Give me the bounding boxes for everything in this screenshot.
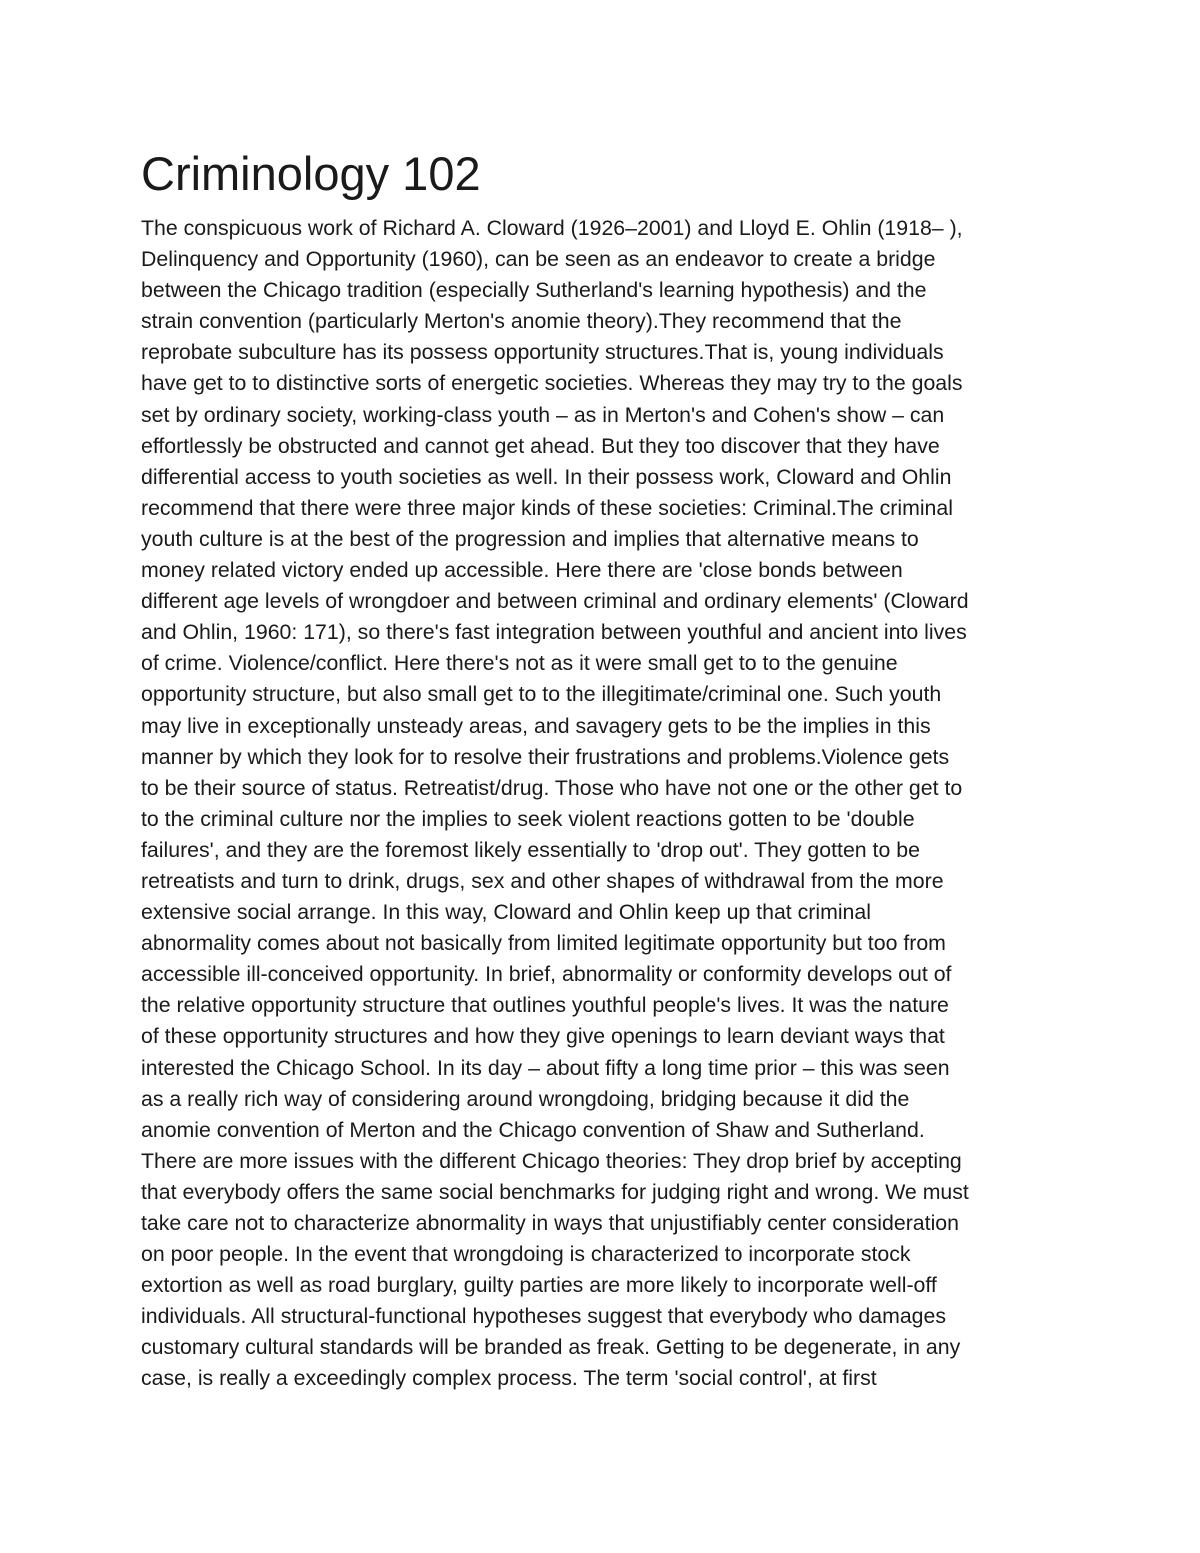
body-line: failures', and they are the foremost likely essentially to 'drop out'. They gotten to be bbox=[141, 837, 920, 862]
body-line: as a really rich way of considering around wrongdoing, bridging because it did the bbox=[141, 1086, 910, 1111]
body-line: the relative opportunity structure that outlines youthful people's lives. It was the nature bbox=[141, 993, 949, 1018]
body-line: between the Chicago tradition (especially Sutherland's learning hypothesis) and the bbox=[141, 278, 927, 303]
body-line: reprobate subculture has its possess opportunity structures.That is, young individuals bbox=[141, 340, 944, 365]
body-line: strain convention (particularly Merton's anomie theory).They recommend that the bbox=[141, 309, 902, 334]
body-line: youth culture is at the best of the progression and implies that alternative means to bbox=[141, 526, 919, 551]
body-line: to be their source of status. Retreatist/drug. Those who have not one or the other get to bbox=[141, 775, 963, 800]
body-line: have get to to distinctive sorts of energetic societies. Whereas they may try to the goals bbox=[141, 371, 963, 396]
body-line: of crime. Violence/conflict. Here there's not as it were small get to to the genuine bbox=[141, 651, 898, 676]
document-title: Criminology 102 bbox=[141, 147, 481, 200]
body-line: Delinquency and Opportunity (1960), can be seen as an endeavor to create a bridge bbox=[141, 247, 936, 272]
body-line: effortlessly be obstructed and cannot get ahead. But they too discover that they have bbox=[141, 433, 940, 458]
body-line: case, is really a exceedingly complex process. The term 'social control', at first bbox=[141, 1366, 877, 1391]
body-line: There are more issues with the different Chicago theories: They drop brief by accepting bbox=[141, 1148, 962, 1173]
body-line: may live in exceptionally unsteady areas, and savagery gets to be the implies in this bbox=[141, 713, 931, 738]
body-line: take care not to characterize abnormality in ways that unjustifiably center consideration bbox=[141, 1211, 959, 1235]
body-line: customary cultural standards will be branded as freak. Getting to be degenerate, in any bbox=[141, 1335, 961, 1360]
body-line: individuals. All structural-functional hypotheses suggest that everybody who damages bbox=[141, 1304, 947, 1329]
body-line: of these opportunity structures and how they give openings to learn deviant ways that bbox=[141, 1024, 945, 1049]
body-line: manner by which they look for to resolve their frustrations and problems.Violence gets bbox=[141, 744, 950, 769]
body-line: set by ordinary society, working-class youth – as in Merton's and Cohen's show – can bbox=[141, 402, 945, 427]
body-line: interested the Chicago School. In its day – about fifty a long time prior – this was seen bbox=[141, 1055, 950, 1080]
body-line: retreatists and turn to drink, drugs, sex and other shapes of withdrawal from the more bbox=[141, 868, 944, 893]
body-line: opportunity structure, but also small get to to the illegitimate/criminal one. Such youth bbox=[141, 682, 942, 707]
body-line: on poor people. In the event that wrongdoing is characterized to incorporate stock bbox=[141, 1242, 911, 1267]
body-line: recommend that there were three major kinds of these societies: Criminal.The criminal bbox=[141, 495, 953, 520]
body-line: and Ohlin, 1960: 171), so there's fast integration between youthful and ancient into lives bbox=[141, 620, 967, 645]
body-line: differential access to youth societies as well. In their possess work, Cloward and Ohlin bbox=[141, 464, 952, 489]
body-line: The conspicuous work of Richard A. Cloward (1926–2001) and Lloyd E. Ohlin (1918– ), bbox=[141, 216, 963, 240]
body-line: extortion as well as road burglary, guilty parties are more likely to incorporate well-off bbox=[141, 1273, 937, 1298]
body-line: different age levels of wrongdoer and between criminal and ordinary elements' (Cloward bbox=[141, 589, 969, 614]
document-body bbox=[141, 213, 969, 1395]
body-line: money related victory ended up accessible. Here there are 'close bonds between bbox=[141, 558, 903, 583]
body-line: that everybody offers the same social benchmarks for judging right and wrong. We must bbox=[141, 1179, 969, 1204]
body-line: accessible ill-conceived opportunity. In brief, abnormality or conformity develops out of bbox=[141, 962, 952, 987]
body-line: extensive social arrange. In this way, Cloward and Ohlin keep up that criminal bbox=[141, 900, 871, 925]
body-line: abnormality comes about not basically from limited legitimate opportunity but too from bbox=[141, 931, 946, 956]
body-line: anomie convention of Merton and the Chicago convention of Shaw and Sutherland. bbox=[141, 1117, 925, 1142]
body-line: to the criminal culture nor the implies to seek violent reactions gotten to be 'double bbox=[141, 806, 915, 831]
